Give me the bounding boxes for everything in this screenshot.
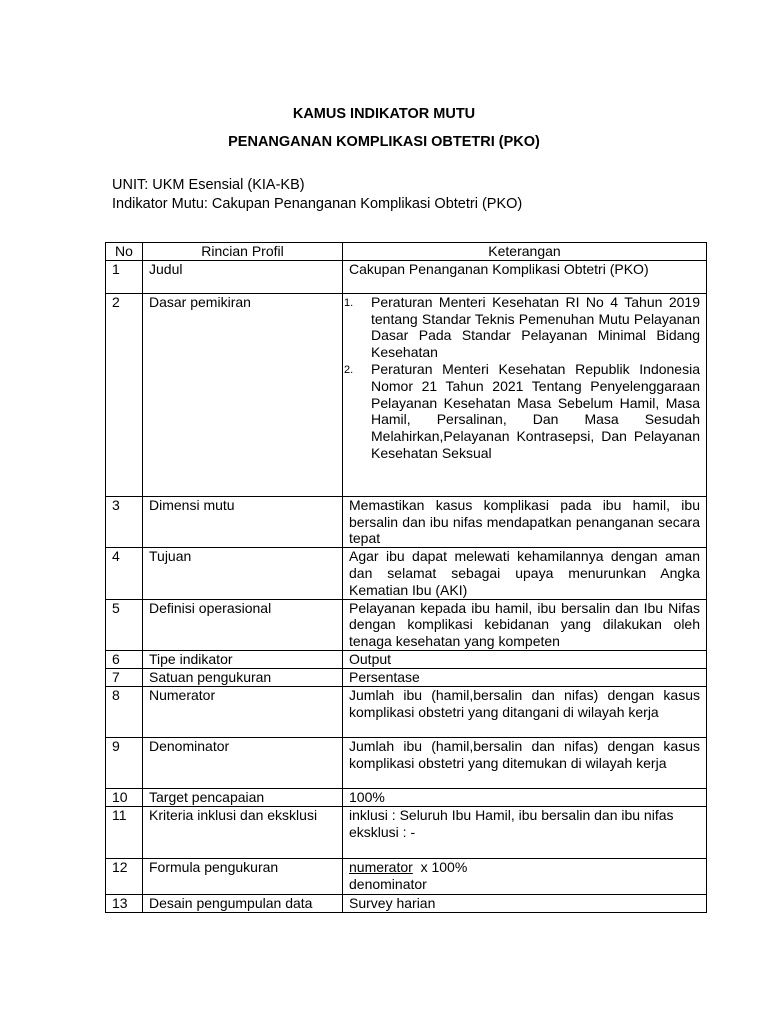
row-no: 10 <box>106 788 143 806</box>
row-rincian: Dasar pemikiran <box>143 293 343 496</box>
list-item <box>344 293 700 361</box>
table-row <box>106 858 707 894</box>
list-text: Peraturan Menteri Kesehatan Republik Indonesia Nomor 21 Tahun 2021 Tentang Penyelenggaraan Pelayanan Kesehatan Masa Sebelum Hamil, Masa Hamil, Persalinan, Dan Masa Sesudah Melahirkan,Pelayanan Kontrasepsi, Dan Pelayanan Kesehatan Seksual <box>371 360 700 461</box>
row-rincian: Definisi operasional <box>143 599 343 650</box>
row-keterangan: Survey harian <box>343 894 707 912</box>
table-row <box>106 650 707 668</box>
row-keterangan: Jumlah ibu (hamil,bersalin dan nifas) dengan kasus komplikasi obstetri yang ditemukan di wilayah kerja <box>343 737 707 788</box>
row-no: 4 <box>106 548 143 599</box>
table-row <box>106 260 707 293</box>
table-row <box>106 737 707 788</box>
row-keterangan: Agar ibu dapat melewati kehamilannya dengan aman dan selamat sebagai upaya menurunkan Angka Kematian Ibu (AKI) <box>343 548 707 599</box>
row-keterangan: Output <box>343 650 707 668</box>
row-keterangan: Cakupan Penanganan Komplikasi Obtetri (PKO) <box>343 260 707 293</box>
row-no: 9 <box>106 737 143 788</box>
row-no: 6 <box>106 650 143 668</box>
row-keterangan <box>343 293 707 496</box>
formula-multiplier: x 100% <box>412 858 468 875</box>
header-keterangan: Keterangan <box>343 243 707 261</box>
indikator-line: Indikator Mutu: Cakupan Penanganan Komplikasi Obtetri (PKO) <box>112 196 523 212</box>
unit-line: UNIT: UKM Esensial (KIA-KB) <box>112 177 305 193</box>
row-rincian: Dimensi mutu <box>143 496 343 547</box>
row-no: 7 <box>106 668 143 686</box>
row-rincian: Tipe indikator <box>143 650 343 668</box>
row-keterangan <box>343 858 707 894</box>
list-text: Peraturan Menteri Kesehatan RI No 4 Tahun 2019 tentang Standar Teknis Pemenuhan Mutu Pelayanan Dasar Pada Standar Pelayanan Minimal Bidang Kesehatan <box>371 293 700 361</box>
header-rincian: Rincian Profil <box>143 243 343 261</box>
row-keterangan: Persentase <box>343 668 707 686</box>
row-no: 13 <box>106 894 143 912</box>
row-keterangan: Pelayanan kepada ibu hamil, ibu bersalin dan Ibu Nifas dengan komplikasi kebidanan yang dilakukan oleh tenaga kesehatan yang kompeten <box>343 599 707 650</box>
formula-numerator-line <box>349 859 700 876</box>
row-rincian: Denominator <box>143 737 343 788</box>
row-no: 11 <box>106 806 143 858</box>
list-number: 2. <box>344 363 354 376</box>
row-no: 2 <box>106 293 143 496</box>
table-row <box>106 806 707 858</box>
row-no: 12 <box>106 858 143 894</box>
table-row <box>106 599 707 650</box>
table-row <box>106 293 707 496</box>
list-item <box>344 360 700 462</box>
table-row <box>106 548 707 599</box>
row-no: 5 <box>106 599 143 650</box>
row-no: 8 <box>106 686 143 737</box>
profil-table <box>105 242 707 913</box>
document-subtitle: PENANGANAN KOMPLIKASI OBTETRI (PKO) <box>228 134 540 150</box>
formula-numerator: numerator <box>349 858 413 875</box>
row-keterangan: Jumlah ibu (hamil,bersalin dan nifas) dengan kasus komplikasi obstetri yang ditangani di wilayah kerja <box>343 686 707 737</box>
row-rincian: Numerator <box>143 686 343 737</box>
eksklusi-text: eksklusi : - <box>349 823 416 840</box>
row-no: 3 <box>106 496 143 547</box>
row-no: 1 <box>106 260 143 293</box>
inklusi-text: inklusi : Seluruh Ibu Hamil, ibu bersalin dan ibu nifas <box>349 806 674 823</box>
table-header-row <box>106 243 707 261</box>
row-rincian: Desain pengumpulan data <box>143 894 343 912</box>
table-row <box>106 496 707 547</box>
formula-denominator: denominator <box>349 875 427 892</box>
row-keterangan <box>343 806 707 858</box>
dasar-list <box>344 293 700 462</box>
row-keterangan: 100% <box>343 788 707 806</box>
row-rincian: Tujuan <box>143 548 343 599</box>
table-row <box>106 668 707 686</box>
row-rincian: Judul <box>143 260 343 293</box>
list-number: 1. <box>344 296 354 309</box>
row-rincian: Kriteria inklusi dan eksklusi <box>143 806 343 858</box>
table-row <box>106 788 707 806</box>
row-keterangan: Memastikan kasus komplikasi pada ibu hamil, ibu bersalin dan ibu nifas mendapatkan penanganan secara tepat <box>343 496 707 547</box>
document-title: KAMUS INDIKATOR MUTU <box>292 106 476 122</box>
row-rincian: Formula pengukuran <box>143 858 343 894</box>
header-no: No <box>106 243 143 261</box>
table-row <box>106 894 707 912</box>
row-rincian: Target pencapaian <box>143 788 343 806</box>
table-row <box>106 686 707 737</box>
row-rincian: Satuan pengukuran <box>143 668 343 686</box>
